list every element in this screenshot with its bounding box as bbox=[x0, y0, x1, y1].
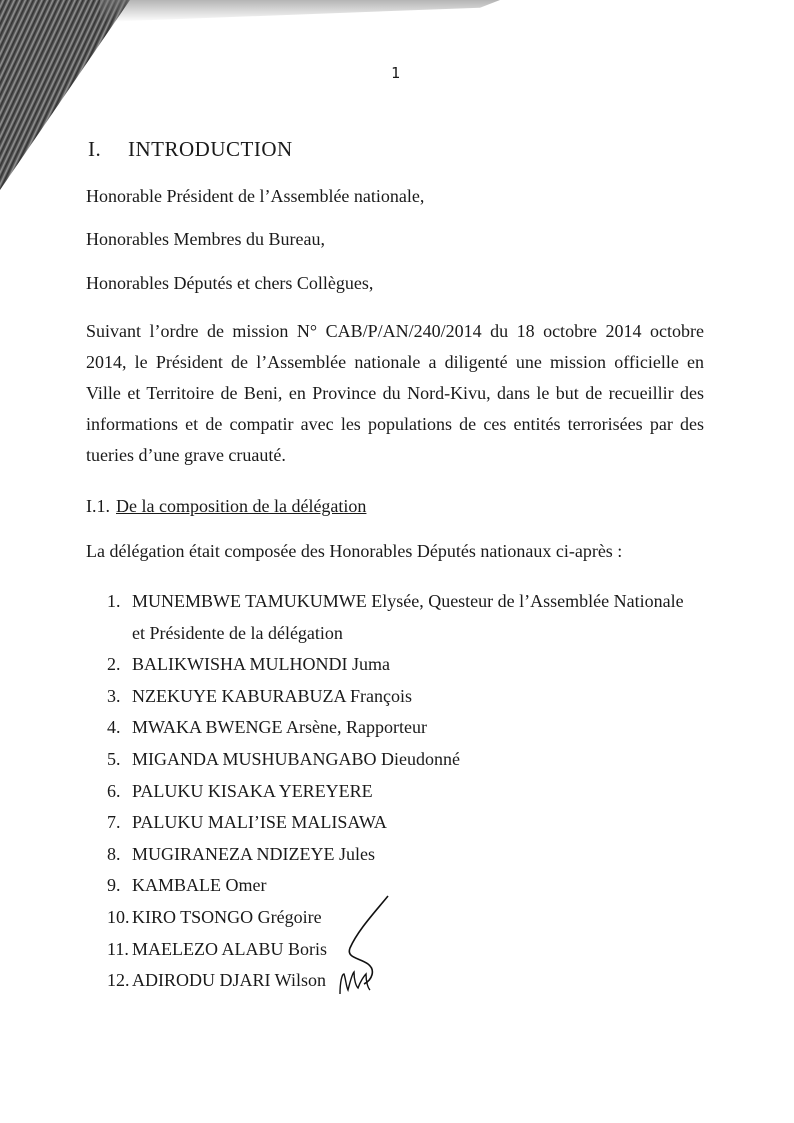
delegation-intro: La délégation était composée des Honorables Députés nationaux ci-après : bbox=[86, 541, 623, 561]
list-number: 12. bbox=[107, 970, 130, 991]
member-name: MIGANDA MUSHUBANGABO Dieudonné bbox=[132, 748, 460, 769]
scan-shadow-top bbox=[100, 0, 500, 22]
list-number: 2. bbox=[107, 654, 121, 675]
salutation-deputes: Honorables Députés et chers Collègues, bbox=[86, 273, 374, 293]
member-name: NZEKUYE KABURABUZA François bbox=[132, 685, 412, 706]
salutation-bureau: Honorables Membres du Bureau, bbox=[86, 229, 325, 249]
list-item bbox=[107, 807, 684, 839]
member-name: MAELEZO ALABU Boris bbox=[132, 938, 327, 959]
list-number: 9. bbox=[107, 875, 121, 896]
page-number: 1 bbox=[391, 64, 401, 82]
paragraph-line: Ville et Territoire de Beni, en Province du Nord-Kivu, dans le but de recueillir des bbox=[86, 383, 704, 403]
list-item bbox=[107, 649, 684, 681]
member-name: KIRO TSONGO Grégoire bbox=[132, 906, 322, 927]
list-number: 6. bbox=[107, 780, 121, 801]
signature-stroke bbox=[349, 896, 388, 984]
list-number: 10. bbox=[107, 906, 130, 927]
section-heading bbox=[88, 137, 293, 162]
paragraph-line: 2014, le Président de l’Assemblée nationale a diligenté une mission officielle en bbox=[86, 352, 704, 372]
section-title: INTRODUCTION bbox=[128, 137, 293, 161]
section-number: I. bbox=[88, 137, 102, 161]
list-item bbox=[107, 681, 684, 713]
subsection-title: De la composition de la délégation bbox=[116, 496, 367, 516]
list-item bbox=[107, 586, 684, 649]
intro-paragraph bbox=[86, 316, 704, 471]
member-name: MUGIRANEZA NDIZEYE Jules bbox=[132, 843, 375, 864]
signature bbox=[320, 890, 410, 1000]
list-number: 5. bbox=[107, 748, 121, 769]
paragraph-line: Suivant l’ordre de mission N° CAB/P/AN/240/2014 du 18 octobre 2014 octobre bbox=[86, 321, 704, 341]
paragraph-line: tueries d’une grave cruauté. bbox=[86, 445, 286, 465]
subsection-number: I.1. bbox=[86, 496, 110, 516]
list-number: 1. bbox=[107, 591, 121, 611]
member-name: MWAKA BWENGE Arsène, Rapporteur bbox=[132, 717, 427, 738]
paragraph-line: informations et de compatir avec les populations de ces entités terrorisées par des bbox=[86, 414, 704, 434]
list-item bbox=[107, 744, 684, 776]
list-item bbox=[107, 712, 684, 744]
member-name: KAMBALE Omer bbox=[132, 875, 267, 896]
subsection-heading bbox=[86, 496, 366, 517]
member-name: BALIKWISHA MULHONDI Juma bbox=[132, 654, 390, 675]
member-role: et Présidente de la délégation bbox=[132, 622, 343, 643]
member-name: ADIRODU DJARI Wilson bbox=[132, 970, 326, 991]
salutation-president: Honorable Président de l’Assemblée nationale, bbox=[86, 186, 425, 206]
list-number: 8. bbox=[107, 843, 121, 864]
list-number: 4. bbox=[107, 717, 121, 738]
member-name: MUNEMBWE TAMUKUMWE Elysée, Questeur de l’Assemblée Nationale bbox=[132, 591, 684, 611]
member-name: PALUKU MALI’ISE MALISAWA bbox=[132, 812, 387, 833]
list-item bbox=[107, 839, 684, 871]
list-item bbox=[107, 776, 684, 808]
list-number: 11. bbox=[107, 938, 129, 959]
list-number: 3. bbox=[107, 685, 121, 706]
list-number: 7. bbox=[107, 812, 121, 833]
member-name: PALUKU KISAKA YEREYERE bbox=[132, 780, 373, 801]
